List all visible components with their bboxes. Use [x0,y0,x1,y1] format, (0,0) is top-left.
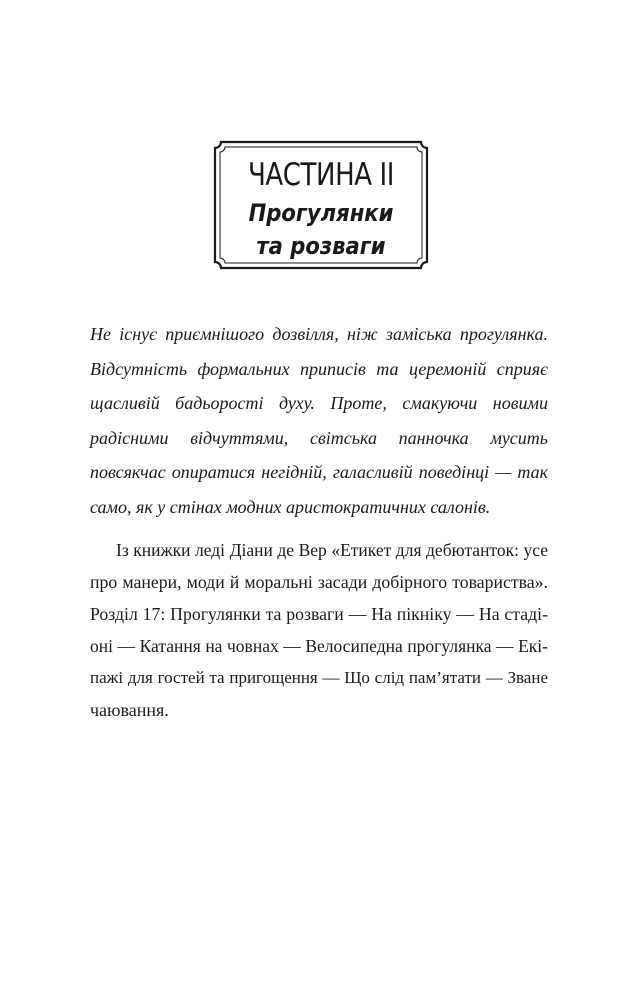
source-paragraph [90,534,548,726]
epigraph [90,317,548,524]
epigraph-line: радісними відчуттями, світська панночка мусить [90,427,548,448]
epigraph-line: щасливій бадьорості духу. Проте, смакуючи новими [90,393,548,413]
epigraph-line: повсякчас опиратися негідній, галасливій поведінці — так [90,462,548,482]
part-title: ЧАСТИНА II [247,157,395,193]
part-subtitle-line-2: та розваги [256,232,386,260]
epigraph-line: Відсутність формальних приписів та церемоній сприяє [90,358,548,379]
chapter-title-plate [213,140,429,270]
source-line: про манери, моди й моральні засади добірного товариства». [90,572,548,592]
epigraph-line: Не існує приємнішого дозвілля, ніж заміська прогулянка. [90,324,548,344]
part-subtitle-line-1: Прогулянки [248,199,394,227]
source-line: Розділ 17: Прогулянки та розваги — На пікніку — На стаді- [90,604,548,624]
source-line: Із книжки леді Діани де Вер «Етикет для дебютанток: усе [116,540,548,560]
epigraph-line: само, як у стінах модних аристократичних салонів. [90,496,491,517]
source-line: пажі для гостей та пригощення — Що слід пам’ятати — Зване [90,668,548,687]
source-line: чаювання. [90,700,169,720]
source-line: оні — Катання на човнах — Велосипедна прогулянка — Екі- [90,636,548,656]
